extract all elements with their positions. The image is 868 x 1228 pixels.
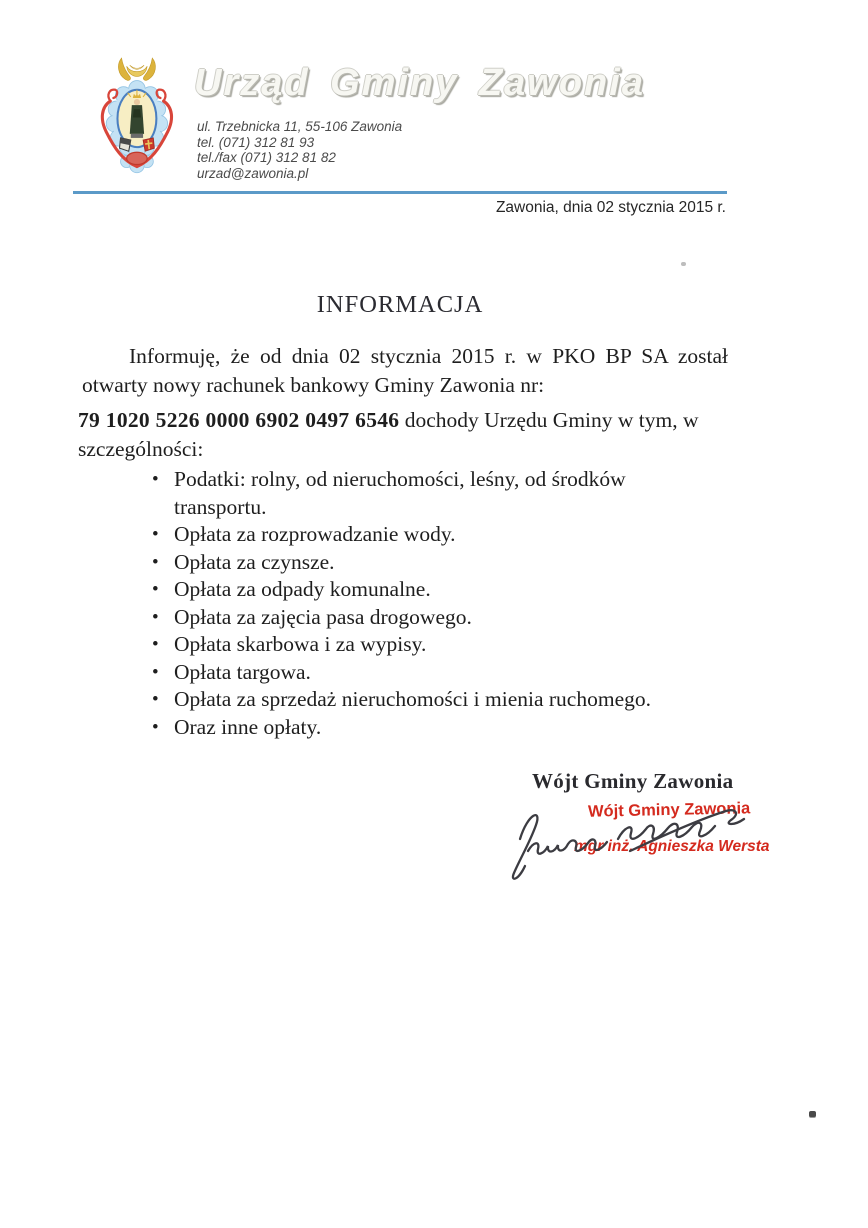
org-name: Urząd Gminy Zawonia [194, 62, 645, 104]
signatory-role: Wójt Gminy Zawonia [532, 769, 734, 793]
left-shield [120, 138, 131, 151]
fee-text: Opłata za odpady komunalne. [174, 577, 431, 601]
date-line: Zawonia, dnia 02 stycznia 2015 r. [495, 199, 726, 216]
red-oval [127, 152, 147, 164]
bullet-icon: • [152, 524, 159, 545]
fee-text: Opłata za rozprowadzanie wody. [174, 522, 456, 546]
fee-item [152, 604, 712, 632]
address-block [197, 119, 402, 181]
document-title: INFORMACJA [316, 291, 484, 318]
account-paragraph [78, 406, 730, 464]
bullet-icon: • [152, 716, 159, 738]
account-text: dochody Urzędu Gminy w tym, w szczególności: [78, 408, 699, 461]
stamp-role: Wójt Gminy Zawonia [587, 799, 751, 821]
email-line: urzad@zawonia.pl [197, 165, 309, 181]
fee-text: Podatki: rolny, od nieruchomości, leśny, od środków transportu. [174, 467, 626, 519]
bullet-icon: • [152, 579, 159, 600]
bullet-icon: • [152, 606, 159, 628]
scan-artifact [681, 262, 686, 266]
fee-item [152, 549, 712, 577]
fee-item [152, 686, 712, 714]
fee-item [152, 466, 712, 521]
fee-item [152, 659, 712, 687]
signature-stamp [498, 797, 770, 889]
account-number: 79 1020 5226 0000 6902 0497 6546 [78, 408, 400, 432]
bullet-icon: • [152, 469, 159, 490]
intro-paragraph: Informuję, że od dnia 02 stycznia 2015 r. w PKO BP SA został otwarty nowy rachunek bankowy Gminy Zawonia nr: [82, 344, 728, 397]
bullet-icon: • [152, 634, 159, 655]
phone-line: tel. (071) 312 81 93 [197, 134, 315, 150]
fee-item [152, 631, 712, 659]
address-line: ul. Trzebnicka 11, 55-106 Zawonia [197, 119, 403, 134]
fax-line: tel./fax (071) 312 81 82 [197, 150, 336, 165]
bullet-icon: • [152, 551, 159, 573]
stamp-name: mgr inż. Agnieszka Wersta [574, 838, 770, 855]
fee-text: Oraz inne opłaty. [174, 714, 322, 739]
fee-text: Opłata za sprzedaż nieruchomości i mienia ruchomego. [174, 687, 651, 711]
handwritten-signature-icon [498, 799, 756, 889]
fee-text: Opłata skarbowa i za wypisy. [174, 632, 427, 656]
fee-text: Opłata za czynsze. [174, 549, 335, 574]
fee-item [152, 714, 712, 742]
fee-text: Opłata za zajęcia pasa drogowego. [174, 604, 472, 629]
bullet-icon: • [152, 661, 159, 683]
header-divider [73, 191, 727, 194]
fee-item [152, 521, 712, 549]
crescent-shape [130, 65, 144, 69]
scan-artifact [809, 1111, 816, 1117]
zawonia-coat-of-arms-icon [88, 56, 192, 184]
fee-item [152, 576, 712, 604]
bullet-icon: • [152, 689, 159, 710]
fee-text: Opłata targowa. [174, 659, 311, 684]
fees-list [152, 466, 712, 741]
